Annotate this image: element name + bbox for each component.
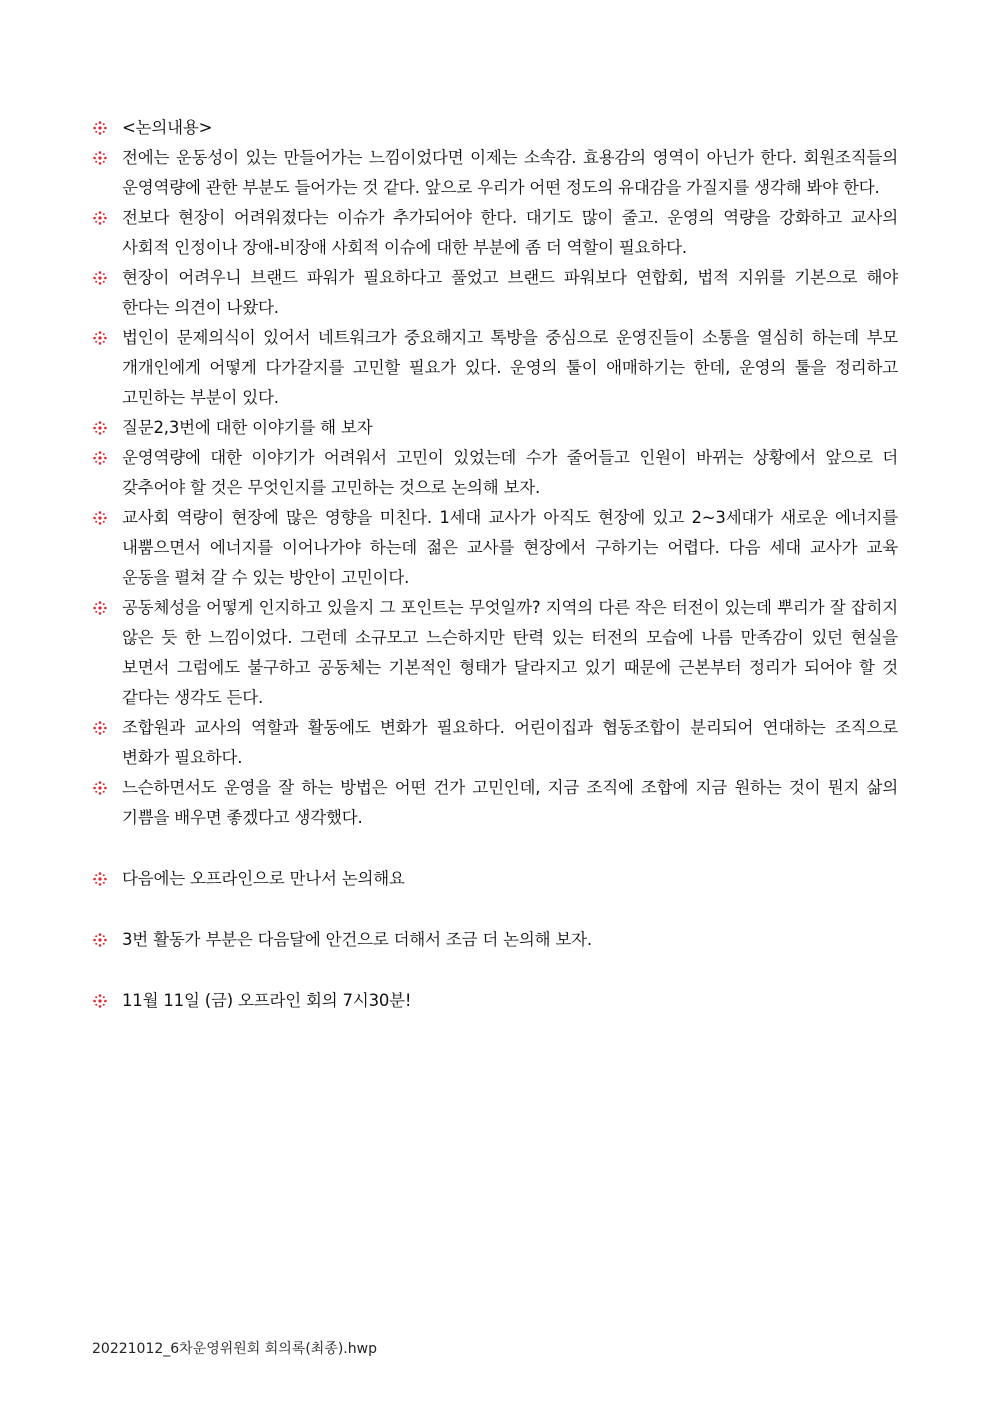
list-item [92,323,898,413]
list-item-text: 법인이 문제의식이 있어서 네트워크가 중요해지고 톡방을 중심으로 운영진들이 소통을 열심히 하는데 부모 개개인에게 어떻게 다가갈지를 고민할 필요가 있다. 운영의 툴이 애매하기는 한데, 운영의 툴을 정리하고 고민하는 부분이 있다. [122,328,898,407]
list-item-text: 조합원과 교사의 역할과 활동에도 변화가 필요하다. 어린이집과 협동조합이 분리되어 연대하는 조직으로 변화가 필요하다. [122,718,898,767]
list-item-text: 운영역량에 대한 이야기가 어려워서 고민이 있었는데 수가 줄어들고 인원이 바뀌는 상황에서 앞으로 더 갖추어야 할 것은 무엇인지를 고민하는 것으로 논의해 보자. [122,448,898,497]
dotted-cross-bullet-icon [92,150,108,166]
list-item-text: 전에는 운동성이 있는 만들어가는 느낌이었다면 이제는 소속감. 효용감의 영역이 아닌가 한다. 회원조직들의 운영역량에 관한 부분도 들어가는 것 같다. 앞으로 우리가 어떤 정도의 유대감을 가질지를 생각해 봐야 한다. [122,148,898,197]
list-item [92,864,898,894]
dotted-cross-bullet-icon [92,270,108,286]
list-item [92,925,898,955]
dotted-cross-bullet-icon [92,932,108,948]
dotted-cross-bullet-icon [92,510,108,526]
list-item-text: <논의내용> [122,118,213,137]
dotted-cross-bullet-icon [92,993,108,1009]
footer-filename: 20221012_6차운영위원회 회의록(최종).hwp [92,1341,377,1357]
list-item [92,713,898,773]
list-item-text: 11월 11일 (금) 오프라인 회의 7시30분! [122,991,412,1010]
dotted-cross-bullet-icon [92,871,108,887]
list-item-text: 느슨하면서도 운영을 잘 하는 방법은 어떤 건가 고민인데, 지금 조직에 조합에 지금 원하는 것이 뭔지 삶의 기쁨을 배우면 좋겠다고 생각했다. [122,778,898,827]
dotted-cross-bullet-icon [92,120,108,136]
list-item-text: 교사회 역량이 현장에 많은 영향을 미친다. 1세대 교사가 아직도 현장에 있고 2~3세대가 새로운 에너지를 내뿜으면서 에너지를 이어나가야 하는데 젊은 교사를 현장에서 구하기는 어렵다. 다음 세대 교사가 교육 운동을 펼쳐 갈 수 있는 방안이 고민이다. [122,508,898,587]
dotted-cross-bullet-icon [92,600,108,616]
list-item [92,593,898,713]
list-item-text: 공동체성을 어떻게 인지하고 있을지 그 포인트는 무엇일까? 지역의 다른 작은 터전이 있는데 뿌리가 잘 잡히지 않은 듯 한 느낌이었다. 그런데 소규모고 느슨하지만 탄력 있는 터전의 모습에 나름 만족감이 있던 현실을 보면서 그럼에도 불구하고 공동체는 기본적인 형태가 달라지고 있기 때문에 근본부터 정리가 되어야 할 것 같다는 생각도 든다. [122,598,898,707]
list-item [92,413,898,443]
list-item [92,113,898,143]
dotted-cross-bullet-icon [92,420,108,436]
list-item [92,443,898,503]
dotted-cross-bullet-icon [92,720,108,736]
list-item [92,986,898,1016]
dotted-cross-bullet-icon [92,210,108,226]
list-item [92,503,898,593]
dotted-cross-bullet-icon [92,450,108,466]
list-item-text: 전보다 현장이 어려워졌다는 이슈가 추가되어야 한다. 대기도 많이 줄고. 운영의 역량을 강화하고 교사의 사회적 인정이나 장애-비장애 사회적 이슈에 대한 부분에 좀 더 역할이 필요하다. [122,208,898,257]
list-item-text: 다음에는 오프라인으로 만나서 논의해요 [122,869,405,888]
dotted-cross-bullet-icon [92,330,108,346]
list-item [92,203,898,263]
list-item-text: 현장이 어려우니 브랜드 파워가 필요하다고 풀었고 브랜드 파워보다 연합회, 법적 지위를 기본으로 해야 한다는 의견이 나왔다. [122,268,898,317]
list-item [92,143,898,203]
list-item [92,263,898,323]
dotted-cross-bullet-icon [92,780,108,796]
list-item-text: 3번 활동가 부분은 다음달에 안건으로 더해서 조금 더 논의해 보자. [122,930,592,949]
list-item-text: 질문2,3번에 대한 이야기를 해 보자 [122,418,373,437]
list-item [92,773,898,833]
meeting-notes-body [92,113,898,1016]
